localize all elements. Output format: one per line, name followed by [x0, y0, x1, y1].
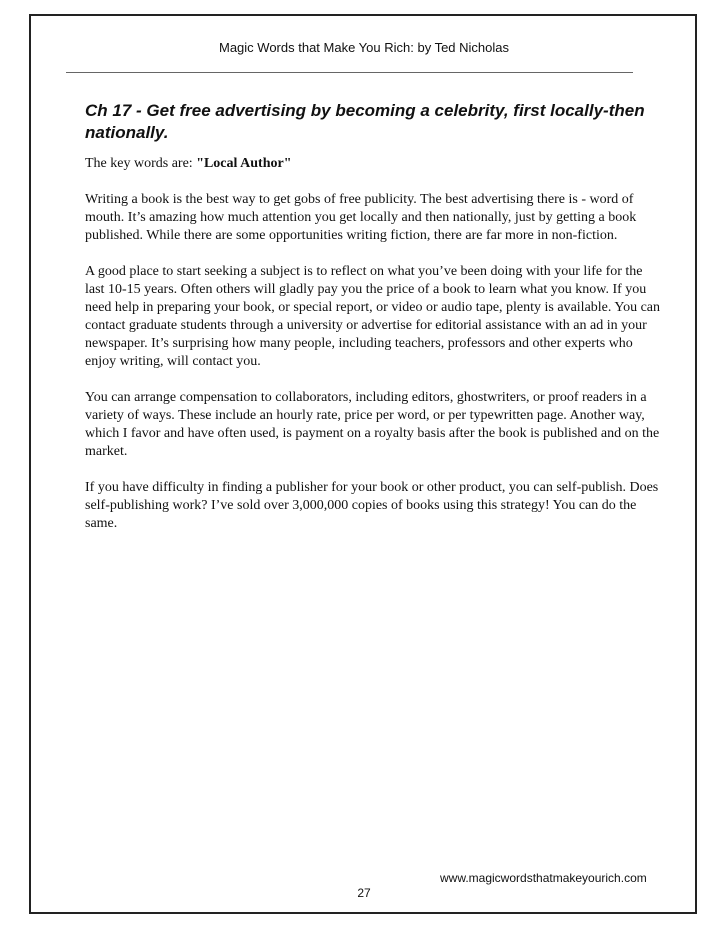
running-header: Magic Words that Make You Rich: by Ted Nicholas	[219, 40, 509, 55]
footer-website: www.magicwordsthatmakeyourich.com	[440, 871, 647, 885]
chapter-title: Ch 17 - Get free advertising by becoming a celebrity, first locally-then nationally.	[85, 101, 645, 142]
paragraph: You can arrange compensation to collaborators, including editors, ghostwriters, or proof readers in a variety of ways. These include an hourly rate, price per word, or per typewritten page. Another way, which I favor and have often used, is payment on a royalty basis after the book is published and on the market.	[85, 390, 660, 459]
body-text	[85, 155, 665, 551]
paragraph: If you have difficulty in finding a publisher for your book or other product, you can self-publish. Does self-publishing work? I’ve sold over 3,000,000 copies of books using this strategy! You can do the same.	[85, 480, 659, 531]
key-words-line	[85, 155, 665, 173]
paragraph: Writing a book is the best way to get gobs of free publicity. The best advertising there is - word of mouth. It’s amazing how much attention you get locally and then nationally, just by getting a book published. While there are some opportunities writing fiction, there are far more in non-fiction.	[85, 192, 637, 243]
paragraph: A good place to start seeking a subject is to reflect on what you’ve been doing with your life for the last 10-15 years. Often others will gladly pay you the price of a book to learn what you know. If you need help in preparing your book, or special report, or video or audio tape, plenty is available. You can contact graduate students through a university or advertise for editorial assistance with an ad in your newspaper. It’s surprising how many people, including teachers, professors and other experts who enjoy writing, will contact you.	[85, 264, 661, 369]
key-words-label: The key words are:	[85, 156, 197, 171]
key-words-value: "Local Author"	[196, 156, 292, 171]
page-number: 27	[357, 886, 371, 900]
header-divider	[66, 72, 633, 73]
